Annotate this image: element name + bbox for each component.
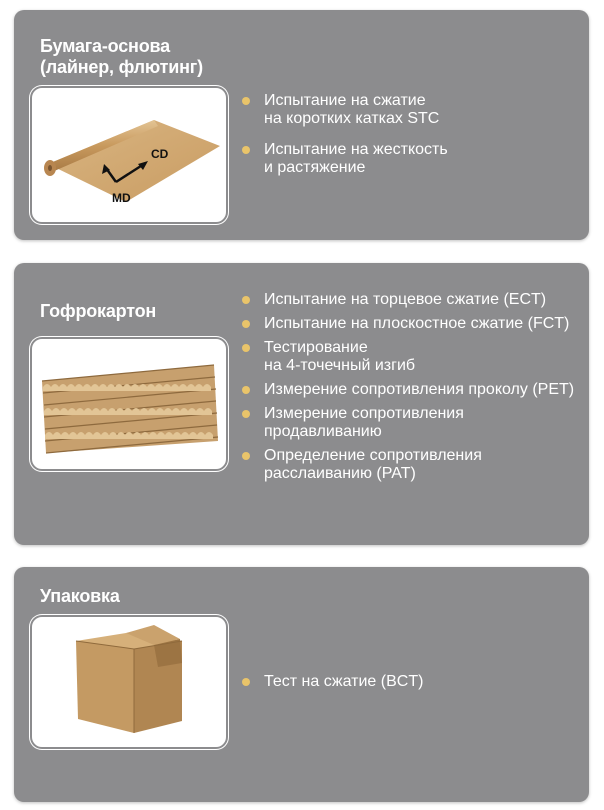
section-title (40, 36, 203, 78)
list-item-line: и растяжение (264, 159, 366, 176)
bullet-icon (242, 452, 250, 460)
list-item (242, 291, 574, 309)
bullet-icon (242, 344, 250, 352)
test-list (242, 291, 574, 489)
list-item (242, 673, 423, 691)
cardboard-box-illustration (34, 619, 224, 745)
section-paper-base (14, 10, 589, 240)
list-item-line: Испытание на жесткость (264, 141, 448, 158)
test-list (242, 92, 448, 190)
bullet-icon (242, 146, 250, 154)
corrugated-board-illustration (34, 341, 224, 467)
test-list (242, 673, 423, 697)
paper-roll-image (32, 88, 226, 222)
list-item-line: Измерение сопротивления (264, 405, 464, 422)
list-item (242, 405, 574, 441)
bullet-icon (242, 97, 250, 105)
bullet-icon (242, 386, 250, 394)
list-item-line: Определение сопротивления (264, 447, 482, 464)
list-item (242, 315, 574, 333)
md-label: MD (112, 191, 131, 205)
bullet-icon (242, 410, 250, 418)
list-item-line: продавливанию (264, 423, 382, 440)
bullet-icon (242, 320, 250, 328)
section-packaging (14, 567, 589, 802)
list-item-line: расслаиванию (PAT) (264, 465, 416, 482)
section-title-line: Бумага-основа (40, 36, 170, 56)
list-item-line: Испытание на сжатие (264, 92, 426, 109)
section-corrugated-board (14, 263, 589, 545)
section-title (40, 586, 120, 607)
cd-label: CD (151, 147, 169, 161)
section-title (40, 301, 156, 322)
section-title-line: Упаковка (40, 586, 120, 606)
corrugated-board-image (32, 339, 226, 469)
list-item-line: на 4-точечный изгиб (264, 357, 416, 374)
list-item-line: Испытание на торцевое сжатие (ECT) (264, 291, 547, 308)
list-item-line: Испытание на плоскостное сжатие (FCT) (264, 315, 570, 332)
list-item (242, 141, 448, 177)
bullet-icon (242, 678, 250, 686)
list-item-line: Тестирование (264, 339, 368, 356)
list-item (242, 339, 574, 375)
list-item (242, 381, 574, 399)
list-item (242, 92, 448, 128)
list-item-line: Тест на сжатие (BCT) (264, 673, 424, 690)
section-title-line: (лайнер, флютинг) (40, 57, 203, 77)
section-title-line: Гофрокартон (40, 301, 157, 321)
list-item-line: Измерение сопротивления проколу (PET) (264, 381, 575, 398)
cardboard-box-image (32, 617, 226, 747)
paper-roll-illustration (34, 90, 224, 220)
list-item-line: на коротких катках STC (264, 110, 440, 127)
bullet-icon (242, 296, 250, 304)
list-item (242, 447, 574, 483)
